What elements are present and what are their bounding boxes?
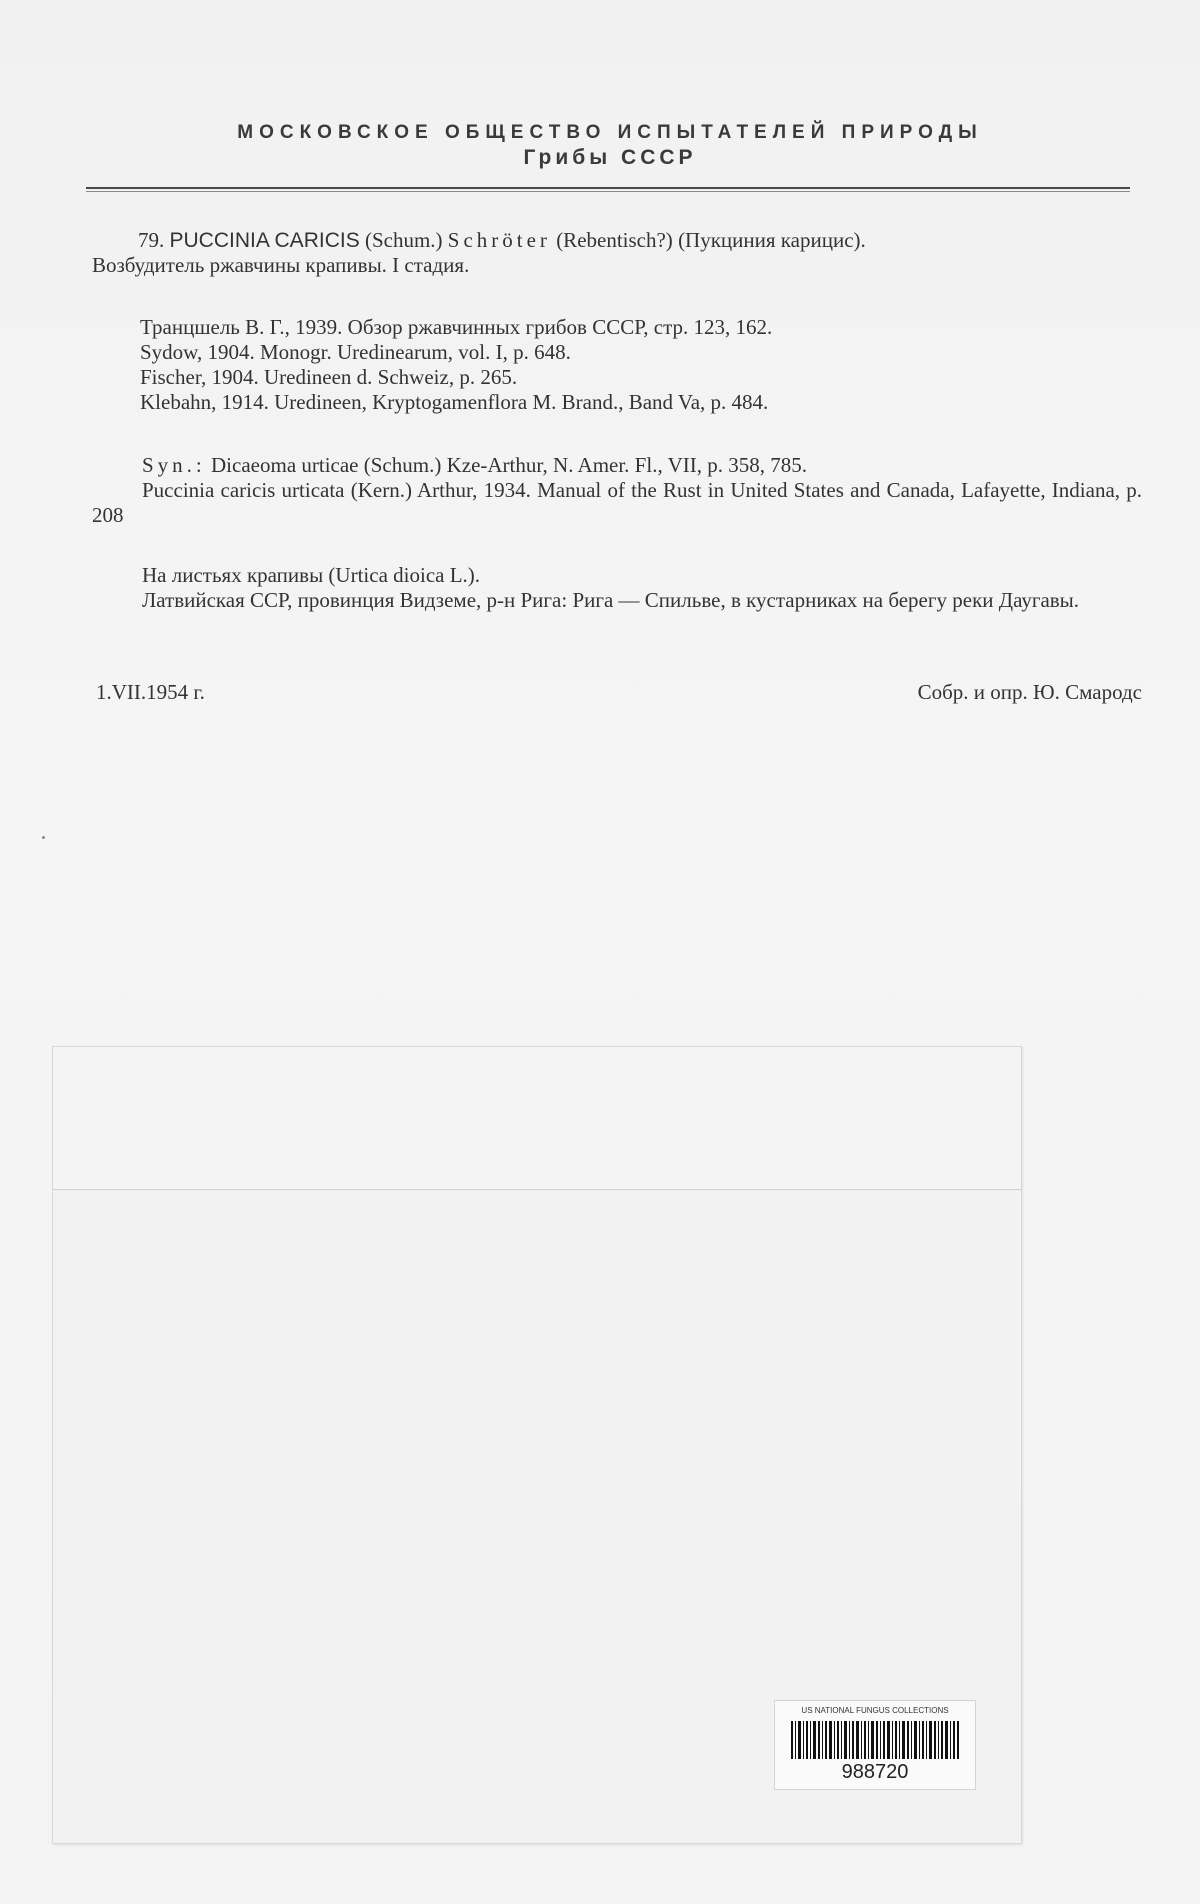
species-author: Schröter: [447, 228, 551, 252]
series-title: Грибы СССР: [523, 146, 697, 169]
species-authority: (Schum.): [364, 228, 443, 252]
barcode-number: 988720: [841, 1761, 909, 1783]
society-name: МОСКОВСКОЕ ОБЩЕСТВО ИСПЫТАТЕЛЕЙ ПРИРОДЫ: [237, 122, 983, 143]
collection-locality: Латвийская ССР, провинция Видземе, р-н Рига: Рига — Спильве, в кустарниках на берегу реки Даугавы.: [142, 588, 1080, 612]
label-header: [90, 122, 1130, 170]
synonyms-block: [92, 453, 1142, 528]
collection-date: 1.VII.1954 г.: [96, 680, 205, 704]
reference-item: Sydow, 1904. Monogr. Uredinearum, vol. I, p. 648.: [140, 340, 571, 364]
packet-flap: [53, 1047, 1021, 1190]
barcode-label: [774, 1700, 976, 1790]
species-name: PUCCINIA CARICIS: [169, 229, 360, 252]
specimen-title: [92, 228, 1142, 278]
entry-number: 79.: [138, 228, 165, 252]
russian-name: (Пукциния карицис).: [678, 228, 866, 252]
disease-description: Возбудитель ржавчины крапивы. I стадия.: [92, 253, 470, 277]
synonym-1: Dicaeoma urticae (Schum.) Kze-Arthur, N. Amer. Fl., VII, p. 358, 785.: [211, 453, 807, 477]
host-locality-block: [92, 563, 1142, 613]
reference-item: Транцшель В. Г., 1939. Обзор ржавчинных грибов СССР, стр. 123, 162.: [140, 315, 773, 339]
author-note: (Rebentisch?): [556, 228, 673, 252]
collector-name: Собр. и опр. Ю. Смародс: [917, 680, 1142, 704]
header-rule-secondary: [86, 191, 1130, 192]
reference-item: Fischer, 1904. Uredineen d. Schweiz, p. 265.: [140, 365, 518, 389]
paper-speck: [42, 836, 45, 839]
synonyms-label: Syn.:: [142, 453, 206, 477]
host-substrate: На листьях крапивы (Urtica dioica L.).: [142, 563, 481, 587]
references-list: [140, 315, 1140, 415]
synonym-2: Puccinia caricis urticata (Kern.) Arthur, 1934. Manual of the Rust in United States and Canada, Lafayette, Indiana, p. 208: [92, 478, 1142, 527]
collection-name: US NATIONAL FUNGUS COLLECTIONS: [801, 1706, 949, 1715]
barcode-icon: [791, 1721, 959, 1759]
reference-item: Klebahn, 1914. Uredineen, Kryptogamenflora M. Brand., Band Va, p. 484.: [140, 390, 769, 414]
header-rule: [86, 187, 1130, 189]
